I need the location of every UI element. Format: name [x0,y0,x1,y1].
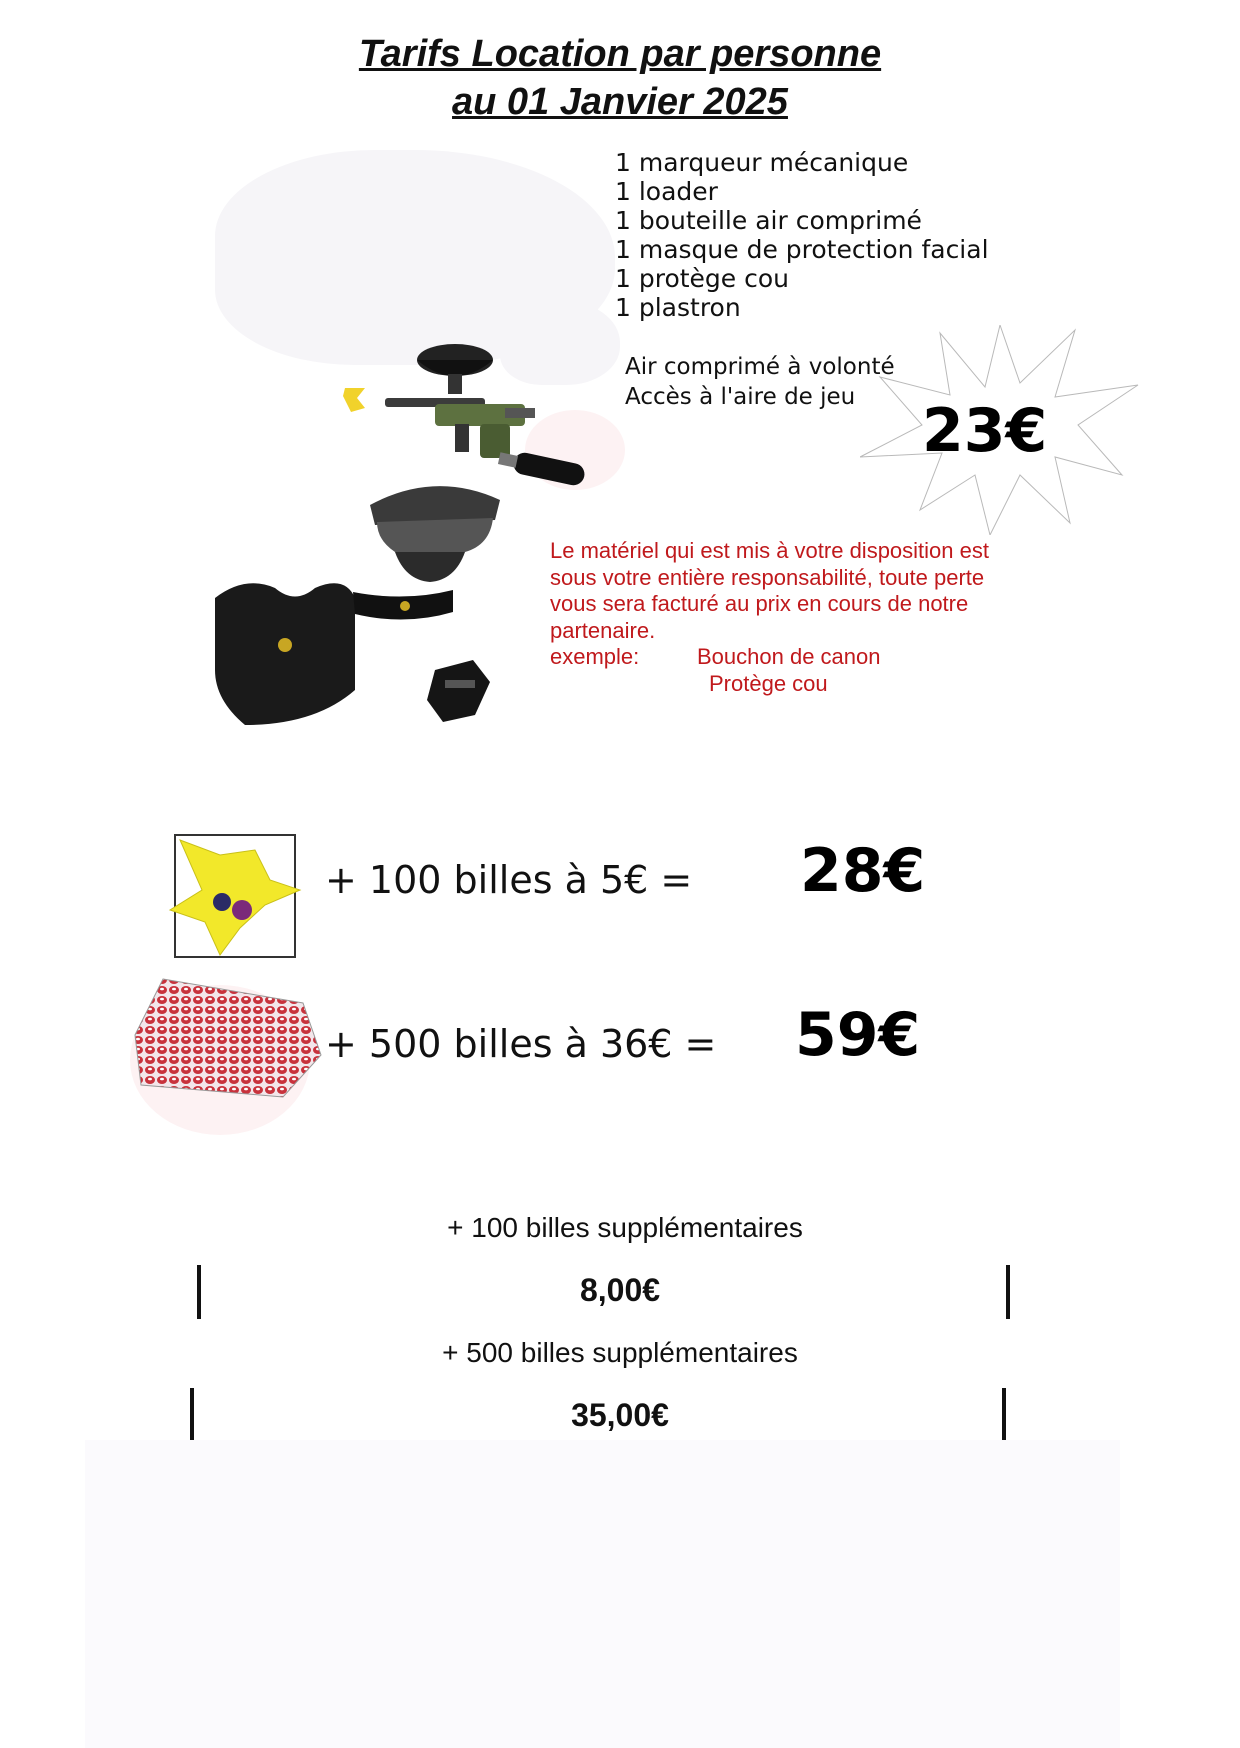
package-price: 28€ [800,836,926,906]
air-bottle-icon [498,451,587,487]
equipment-list [615,148,989,322]
extra-label: + 500 billes supplémentaires [442,1337,798,1368]
chest-protector-icon [215,583,355,725]
notice-text: Le matériel qui est mis à votre disposition est sous votre entière responsabilité, toute perte vous sera facturé au prix en cours de notre partenaire. [550,538,989,643]
extra-label: + 100 billes supplémentaires [447,1212,803,1243]
divider-bar [1002,1388,1006,1442]
extra-price: 8,00€ [579,1272,661,1308]
equipment-item: 1 plastron [615,293,741,322]
included-item: Accès à l'aire de jeu [625,384,856,410]
included-list [625,352,895,412]
loader-icon [417,344,493,394]
example-item: Protège cou [709,670,828,696]
responsibility-notice [550,538,1030,697]
marker-icon [385,398,535,458]
equipment-item: 1 masque de protection facial [615,235,989,264]
mask-icon [370,486,500,582]
package-price: 59€ [795,1000,921,1070]
blank-panel [85,1440,1120,1748]
page-title: Tarifs Location par personne [358,33,882,75]
extra-price: 35,00€ [571,1397,669,1433]
equipment-item: 1 loader [615,177,718,206]
page-subtitle: au 01 Janvier 2025 [452,81,788,123]
package-label: + 100 billes à 5€ = [325,858,693,902]
example-label: exemple: [550,644,640,669]
neck-protector-icon [353,590,453,620]
divider-bar [1006,1265,1010,1319]
glove-icon [427,660,490,722]
equipment-item: 1 protège cou [615,264,790,293]
rental-price: 23€ [922,396,1048,466]
paintball-bag-image [133,975,323,1100]
package-label: + 500 billes à 36€ = [325,1022,717,1066]
equipment-item: 1 bouteille air comprimé [615,206,922,235]
equipment-item: 1 marqueur mécanique [615,148,909,177]
example-item: Bouchon de canon [697,644,881,669]
barrel-plug-icon [343,388,365,412]
paint-splat-image [150,810,325,965]
included-item: Air comprimé à volonté [625,354,895,380]
example-row [550,644,1030,671]
